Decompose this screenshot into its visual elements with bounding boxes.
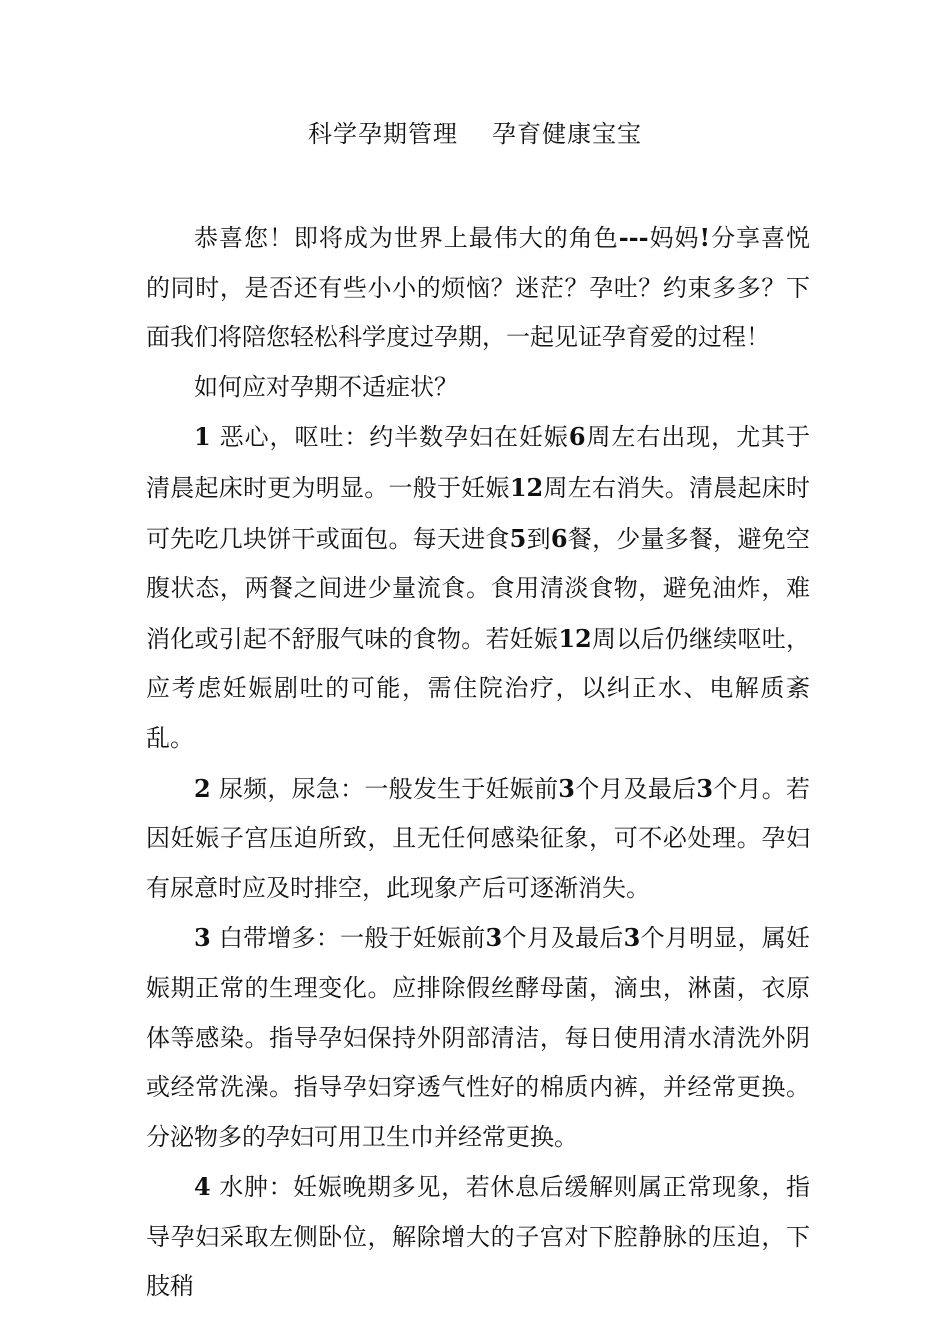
intro-dashes: --- xyxy=(618,223,649,252)
item-1-paragraph xyxy=(146,412,810,763)
item-1-value: 6 xyxy=(550,523,568,553)
intro-text-1: 恭喜您！即将成为世界上最伟大的角色 xyxy=(194,224,619,252)
item-4-text: 水肿：妊娠晚期多见，若休息后缓解则属正常现象，指导孕妇采取左侧卧位，解除增大的子宫对下腔静脉的压迫，下肢稍 xyxy=(146,1173,810,1301)
intro-exclamation: ! xyxy=(699,223,711,252)
item-1-number: 1 xyxy=(194,422,211,452)
item-3-text: 白带增多：一般于妊娠前 xyxy=(218,924,486,953)
item-2-text: 个月及最后 xyxy=(574,774,697,803)
item-1-text: 到 xyxy=(526,524,551,553)
item-4-number: 4 xyxy=(194,1172,211,1202)
item-2-text: 尿频，尿急：一般发生于妊娠前 xyxy=(218,774,559,803)
item-1-value: 6 xyxy=(568,422,586,452)
intro-paragraph xyxy=(146,213,810,363)
item-2-value: 3 xyxy=(558,773,575,803)
item-1-text: 恶心，呕吐：约半数孕妇在妊娠 xyxy=(218,423,569,452)
title-part-1: 科学孕期管理 xyxy=(308,120,458,148)
item-3-text: 个月及最后 xyxy=(502,924,624,953)
document-body xyxy=(146,213,810,1312)
item-1-value: 12 xyxy=(558,623,592,653)
item-3-paragraph xyxy=(146,913,810,1162)
title-part-2: 孕育健康宝宝 xyxy=(492,120,642,148)
item-3-text: 个月明显，属妊娠期正常的生理变化。应排除假丝酵母菌，滴虫，淋菌，衣原体等感染。指导孕妇保持外阴部清洁，每日使用清水清洗外阴或经常洗澡。指导孕妇穿透气性好的棉质内裤，并经常更换。分泌物多的孕妇可用卫生巾并经常更换。 xyxy=(146,924,811,1151)
item-1-value: 5 xyxy=(509,523,527,553)
item-2-number: 2 xyxy=(194,773,211,803)
question-heading: 如何应对孕期不适症状？ xyxy=(194,372,458,401)
item-3-value: 3 xyxy=(485,923,503,953)
item-1-text: 周以后仍继续呕吐，应考虑妊娠剧吐的可能，需住院治疗，以纠正水、电解质紊乱。 xyxy=(146,624,811,752)
item-1-text: 餐，少量多餐，避免空腹状态，两餐之间进少量流食。食用清淡食物，避免油炸，难消化或引起不舒服气味的食物。若妊娠 xyxy=(146,524,811,653)
item-2-value: 3 xyxy=(696,773,714,803)
item-1-value: 12 xyxy=(509,472,544,502)
item-2-paragraph xyxy=(146,764,810,914)
intro-text-3: 分享喜悦的同时，是否还有些小小的烦恼？迷茫？孕吐？约束多多？下面我们将陪您轻松科学度过孕期，一起见证孕育爱的过程！ xyxy=(146,224,811,352)
intro-text-2: 妈妈 xyxy=(648,224,700,252)
item-2-text: 个月。若因妊娠子宫压迫所致，且无任何感染征象，可不必处理。孕妇有尿意时应及时排空，此现象产后可逐渐消失。 xyxy=(146,774,811,902)
item-1-text: 周左右出现，尤其于清晨起床时更为明显。一般于妊娠 xyxy=(146,423,811,502)
item-4-paragraph xyxy=(146,1162,810,1312)
item-3-value: 3 xyxy=(623,923,641,953)
item-1-text: 周左右消失。清晨起床时可先吃几块饼干或面包。每天进食 xyxy=(146,473,811,553)
item-3-number: 3 xyxy=(194,923,211,953)
document-title xyxy=(0,114,950,154)
